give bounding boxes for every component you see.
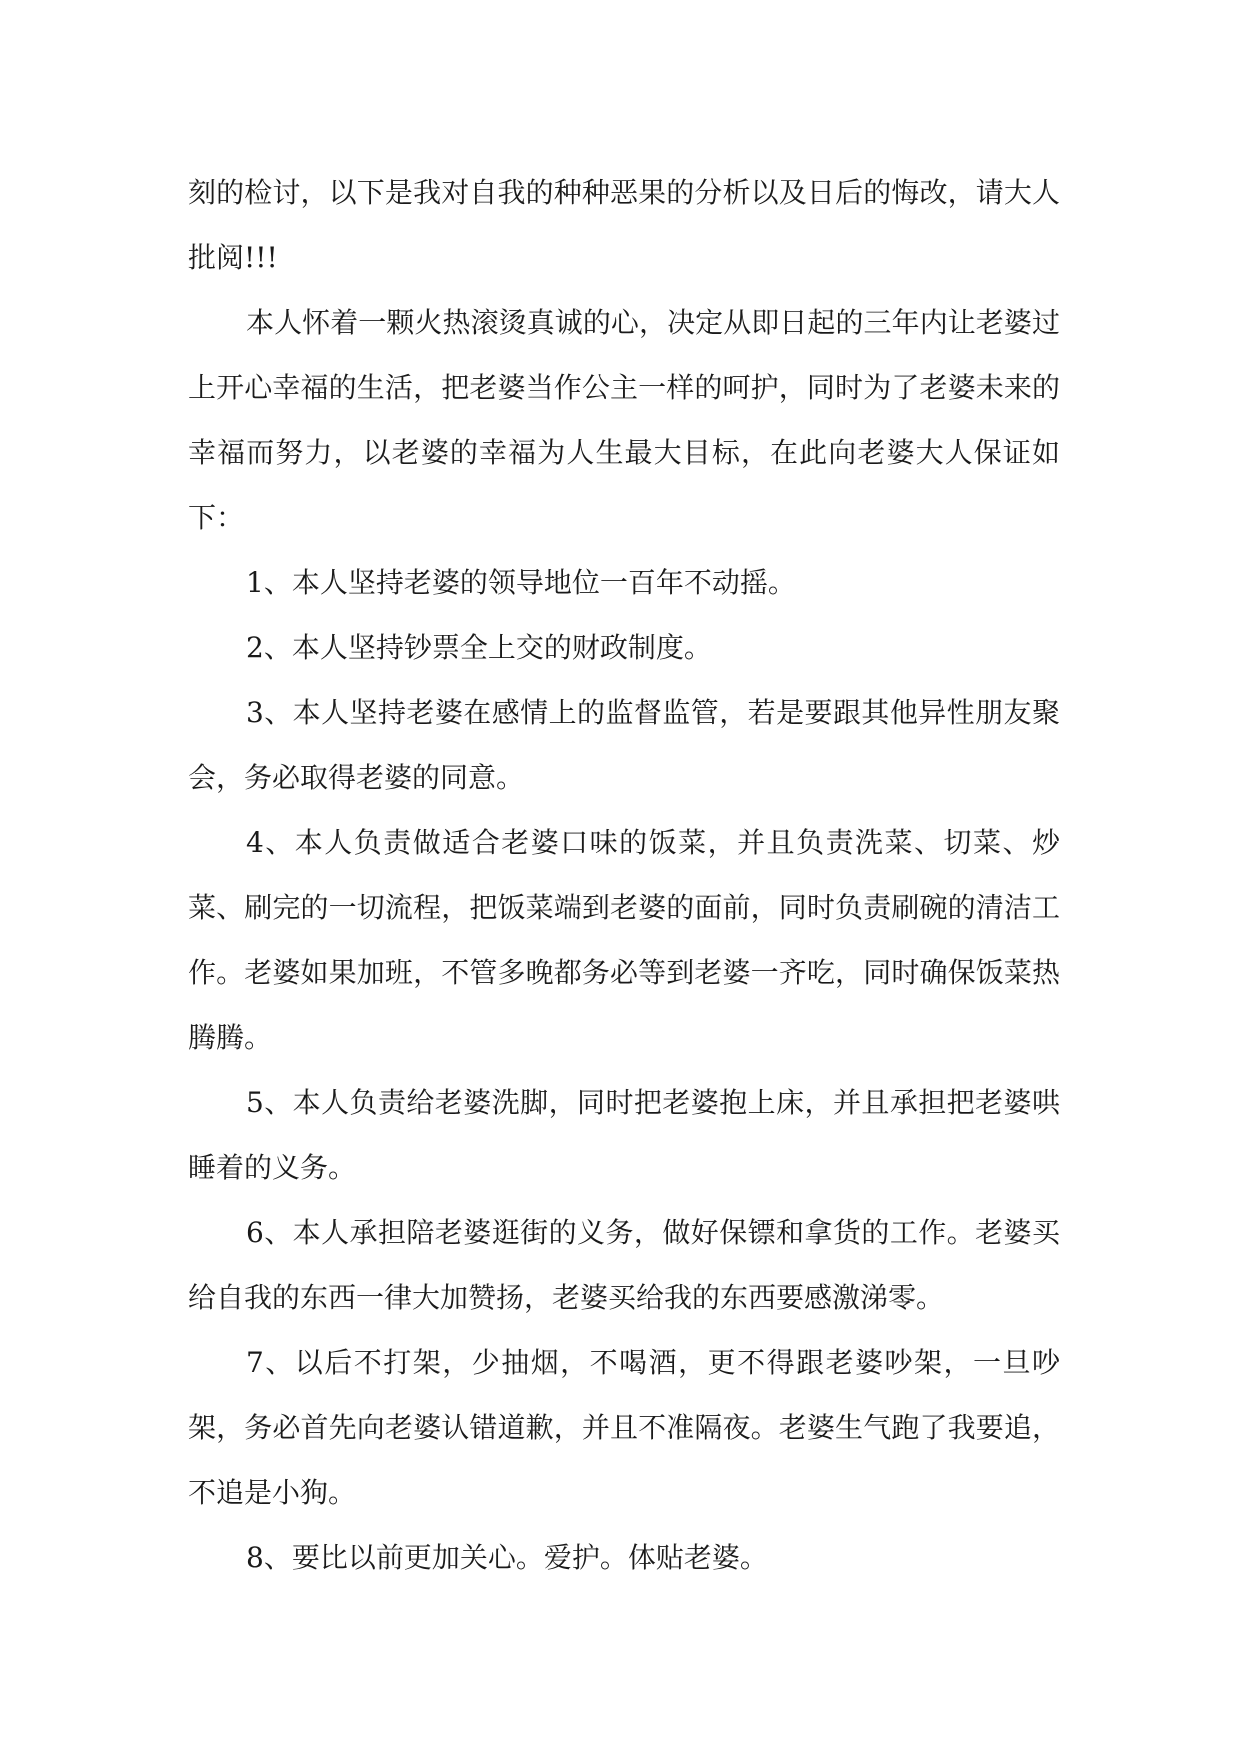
paragraph-item-7: 7、以后不打架，少抽烟，不喝酒，更不得跟老婆吵架，一旦吵架，务必首先向老婆认错道歉，并且不准隔夜。老婆生气跑了我要追，不追是小狗。 [188,1346,1060,1509]
paragraph-item-6: 6、本人承担陪老婆逛街的义务，做好保镖和拿货的工作。老婆买给自我的东西一律大加赞扬，老婆买给我的东西要感激涕零。 [188,1216,1060,1314]
paragraph-continuation: 刻的检讨，以下是我对自我的种种恶果的分析以及日后的悔改，请大人批阅!!! [188,176,1060,274]
paragraph-item-5: 5、本人负责给老婆洗脚，同时把老婆抱上床，并且承担把老婆哄睡着的义务。 [188,1086,1060,1184]
document-body [188,160,1060,1590]
paragraph-pledge-intro: 本人怀着一颗火热滚烫真诚的心，决定从即日起的三年内让老婆过上开心幸福的生活，把老婆当作公主一样的呵护，同时为了老婆未来的幸福而努力，以老婆的幸福为人生最大目标，在此向老婆大人保证如下： [188,306,1060,534]
paragraph-item-2: 2、本人坚持钞票全上交的财政制度。 [246,631,712,664]
paragraph-item-1: 1、本人坚持老婆的领导地位一百年不动摇。 [246,566,796,599]
paragraph-item-4: 4、本人负责做适合老婆口味的饭菜，并且负责洗菜、切菜、炒菜、刷完的一切流程，把饭菜端到老婆的面前，同时负责刷碗的清洁工作。老婆如果加班，不管多晚都务必等到老婆一齐吃，同时确保饭菜热腾腾。 [188,826,1060,1054]
paragraph-item-8: 8、要比以前更加关心。爱护。体贴老婆。 [246,1541,768,1574]
paragraph-item-3: 3、本人坚持老婆在感情上的监督监管，若是要跟其他异性朋友聚会，务必取得老婆的同意。 [188,696,1060,794]
